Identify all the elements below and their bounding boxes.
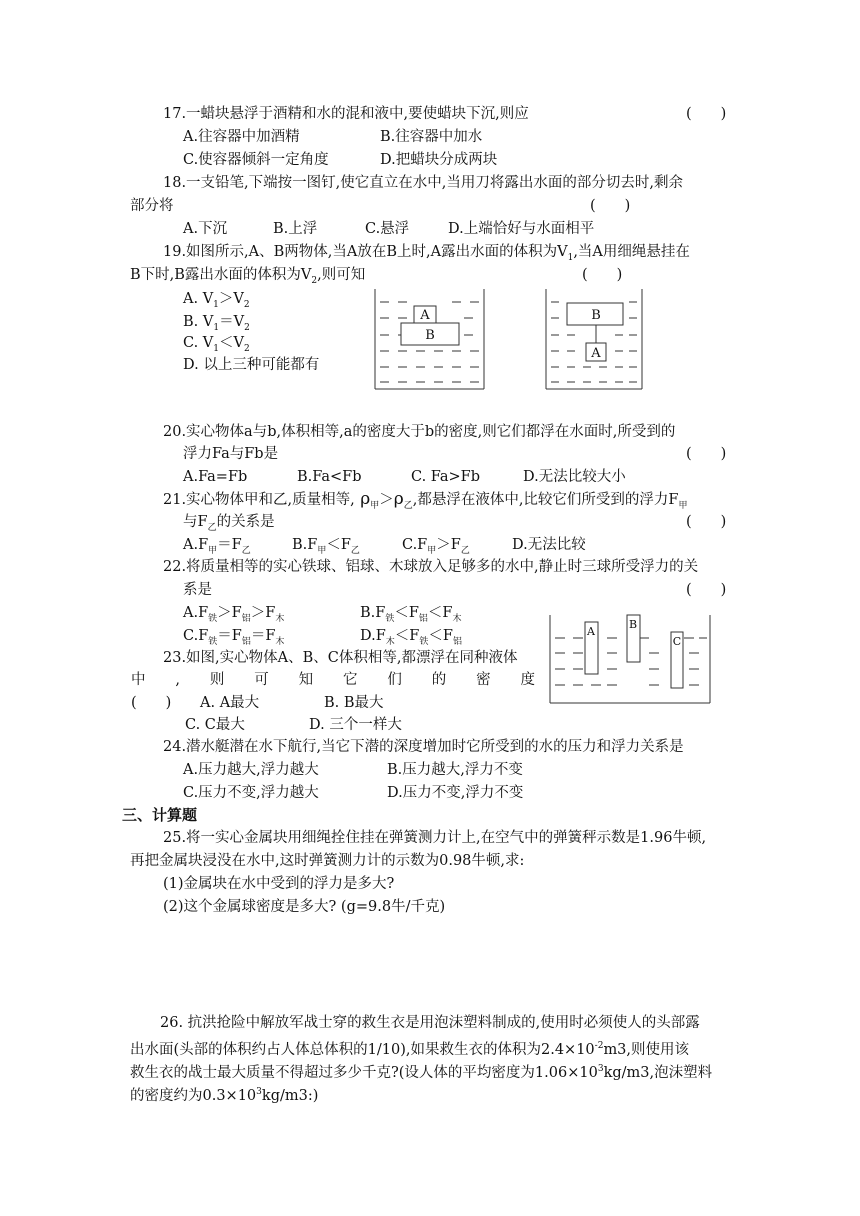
q19-figure-a-under-b: [545, 289, 645, 391]
q21-answer-paren: ( ): [686, 514, 727, 530]
q19-stem-line1: 19.如图所示,A、B两物体,当A放在B上时,A露出水面的体积为$V_1$,当A用细绳悬挂在: [163, 244, 690, 263]
q25-stem-line1: 25.将一实心金属块用细绳拴住挂在弹簧测力计上,在空气中的弹簧秤示数是1.96牛顿,: [163, 830, 707, 846]
q18-option-b: B.上浮: [273, 221, 318, 237]
q17-option-d: D.把蜡块分成两块: [380, 152, 498, 168]
q23-option-b: B. B最大: [324, 695, 384, 711]
q21-option-c: $C.F_甲>F_乙$: [402, 537, 470, 556]
q26-line4: 的密度约为$0.3\times 10^3kg/m3$:): [130, 1087, 319, 1104]
q22-option-a: $A.F_铁>F_铝>F_木$: [183, 605, 285, 624]
q21-stem-line2: 与$F_乙$的关系是: [183, 514, 275, 533]
q17-option-a: A.往容器中加酒精: [183, 129, 300, 145]
label-b: B: [628, 618, 638, 631]
q24-option-d: D.压力不变,浮力不变: [387, 785, 524, 801]
q18-stem-line2: 部分将: [130, 198, 174, 214]
label-c: C: [672, 635, 682, 648]
q25-part1: (1)金属块在水中受到的浮力是多大?: [163, 876, 395, 892]
q19-answer-paren: ( ): [582, 267, 623, 283]
q23-stem-line1: 23.如图,实心物体A、B、C体积相等,都漂浮在同种液体: [163, 650, 518, 666]
q25-part2: (2)这个金属球密度是多大? (g=9.8牛/千克): [163, 899, 446, 915]
q20-stem-line1: 20.实心物体a与b,体积相等,a的密度大于b的密度,则它们都浮在水面时,所受到的: [163, 424, 676, 440]
q18-option-d: D.上端恰好与水面相平: [448, 221, 595, 237]
q21-stem-line1: 21.实心物体甲和乙,质量相等, $\rho_甲>\rho_乙$,都悬浮在液体中,比较它们所受到的浮力$F_甲$: [163, 489, 688, 511]
q26-line3: 救生衣的战士最大质量不得超过多少千克?(设人体的平均密度为$1.06\times 10^3kg/m3$,泡沫塑料: [130, 1064, 713, 1081]
q26-line2: 出水面(头部的体积约占人体总体积的1/10),如果救生衣的体积为$2.4\times 10^{-2}m3$,则使用该: [130, 1041, 690, 1058]
q18-option-a: A.下沉: [183, 221, 228, 237]
label-a: A: [587, 625, 595, 638]
q22-option-d: $D.F_木<F_铁<F_铝$: [360, 628, 462, 647]
q22-option-c: $C.F_铁=F_铝=F_木$: [183, 628, 285, 647]
q17-option-c: C.使容器倾斜一定角度: [183, 152, 329, 168]
label-b: B: [425, 328, 435, 343]
q22-answer-paren: ( ): [686, 582, 727, 598]
q17-answer-paren: ( ): [686, 106, 727, 122]
label-b: B: [591, 308, 601, 323]
q22-stem-line1: 22.将质量相等的实心铁球、铝球、木球放入足够多的水中,静止时三球所受浮力的关: [163, 559, 699, 575]
q21-option-a: $A.F_甲=F_乙$: [183, 537, 251, 556]
q19-stem-line2: B下时,B露出水面的体积为$V_2$,则可知: [130, 267, 366, 286]
q23-figure: [549, 613, 712, 705]
q20-option-b: B.Fa<Fb: [297, 469, 362, 485]
q20-answer-paren: ( ): [686, 446, 727, 462]
q23-answer-paren: ( ): [131, 695, 172, 711]
q19-option-c: C. $V_1<V_2$: [183, 335, 250, 354]
q20-option-d: D.无法比较大小: [523, 469, 626, 485]
q19-option-b: B. $V_1=V_2$: [183, 314, 250, 333]
q21-option-b: $B.F_甲<F_乙$: [292, 537, 360, 556]
q20-stem-line2: 浮力Fa与Fb是: [183, 446, 279, 462]
q26-line1: 26. 抗洪抢险中解放军战士穿的救生衣是用泡沫塑料制成的,使用时必须使人的头部露: [160, 1015, 700, 1031]
q18-answer-paren: ( ): [590, 198, 631, 214]
q23-option-d: D. 三个一样大: [309, 717, 402, 733]
q23-option-a: A. A最大: [200, 695, 260, 711]
q24-option-a: A.压力越大,浮力越大: [183, 762, 319, 778]
q22-option-b: $B.F_铁<F_铝<F_木$: [360, 605, 462, 624]
q23-option-c: C. C最大: [185, 717, 245, 733]
q21-option-d: D.无法比较: [512, 537, 586, 553]
q20-option-c: C. Fa>Fb: [411, 469, 481, 485]
section-heading-calculation: 三、计算题: [122, 806, 198, 824]
q24-option-b: B.压力越大,浮力不变: [387, 762, 523, 778]
label-a: A: [420, 308, 430, 323]
q22-stem-line2: 系是: [183, 582, 212, 598]
q17-option-b: B.往容器中加水: [380, 129, 483, 145]
q25-stem-line2: 再把金属块浸没在水中,这时弹簧测力计的示数为0.98牛顿,求:: [130, 853, 525, 869]
q18-stem-line1: 18.一支铅笔,下端按一图钉,使它直立在水中,当用刀将露出水面的部分切去时,剩余: [163, 175, 683, 191]
label-a: A: [591, 346, 601, 361]
q24-stem: 24.潜水艇潜在水下航行,当它下潜的深度增加时它所受到的水的压力和浮力关系是: [163, 739, 684, 755]
q18-option-c: C.悬浮: [365, 221, 410, 237]
q24-option-c: C.压力不变,浮力越大: [183, 785, 319, 801]
q19-option-a: A. $V_1>V_2$: [183, 291, 250, 310]
q20-option-a: A.Fa=Fb: [183, 469, 248, 485]
q23-stem-line2: 中 , 则 可 知 它 们 的 密 度: [131, 672, 535, 688]
q19-option-d: D. 以上三种可能都有: [183, 357, 320, 373]
q19-figure-a-on-b: [374, 289, 486, 391]
q17-stem: 17.一蜡块悬浮于酒精和水的混和液中,要使蜡块下沉,则应: [163, 106, 529, 122]
